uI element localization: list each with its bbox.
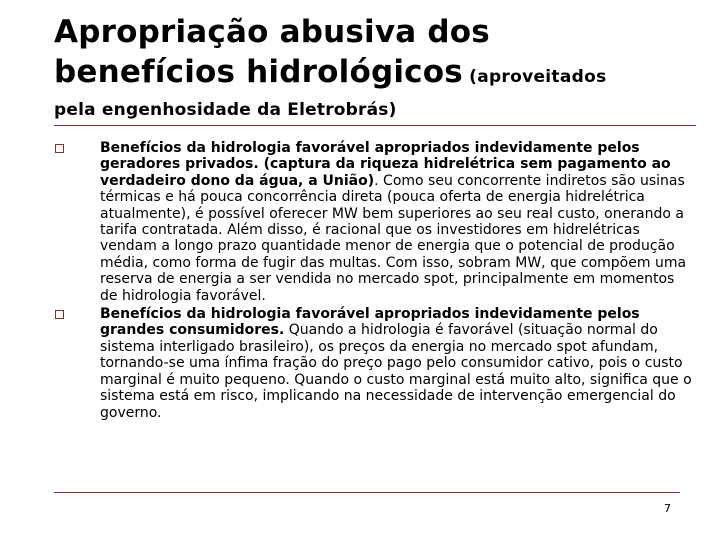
square-bullet-icon — [55, 144, 64, 153]
bullet-text: Quando a hidrologia é favorável (situação normal do sistema interligado brasileiro), os preços da energia no mercado spot afundam, tornando-se uma ínfima fração do preço pago pelo consumidor cativo, pois o custo marginal é muito pequeno. Quando o custo marginal está muito alto, significa que o sistema está em risco, implicando na necessidade de intervenção emergencial do governo. — [100, 322, 692, 421]
bullet-item — [54, 306, 694, 421]
title-divider — [54, 125, 696, 126]
title-line-2: benefícios hidrológicos — [54, 54, 463, 90]
slide-title — [54, 12, 714, 123]
title-line-2-note: (aproveitados — [462, 67, 607, 87]
bullet-text: . Como seu concorrente indiretos são usinas térmicas e há pouca concorrência direta (pouca oferta de energia hidrelétrica atualmente), é possível oferecer MW bem superiores ao seu real custo, onerando a tarifa contratada. Além disso, é racional que os investidores em hidrelétricas vendam a longo prazo quantidade menor de energia que o potencial de produção média, como forma de fugir das multas. Com isso, sobram MW, que compõem uma reserva de energia a ser vendida no mercado spot, principalmente em momentos de hidrologia favorável. — [100, 172, 687, 304]
title-line-1: Apropriação abusiva dos — [54, 14, 490, 50]
title-line-3: pela engenhosidade da Eletrobrás) — [54, 100, 397, 120]
bullet-list — [54, 140, 694, 423]
footer-divider — [54, 492, 680, 493]
bullet-item — [54, 140, 694, 304]
bullet-bold-text: Benefícios da hidrologia favorável apropriados indevidamente pelos grandes consumidores. — [100, 306, 640, 339]
bullet-bold-text: Benefícios da hidrologia favorável apropriados indevidamente pelos geradores privados. (captura da riqueza hidrelétrica sem pagamento ao verdadeiro dono da água, a União) — [100, 140, 671, 189]
page-number: 7 — [664, 502, 671, 515]
square-bullet-icon — [55, 310, 64, 319]
